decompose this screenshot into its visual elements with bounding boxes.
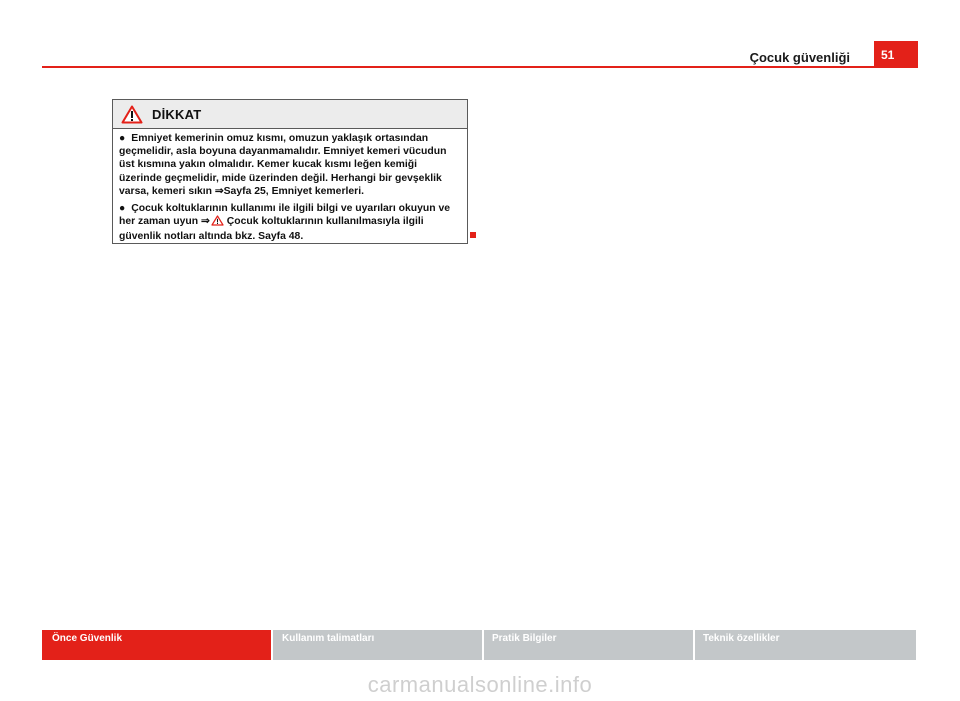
section-title: Çocuk güvenliği <box>749 50 850 65</box>
warning-paragraph-2 <box>119 202 461 244</box>
paragraph-1-text: Emniyet kemerinin omuz kısmı, omuzun yaklaşık ortasından geçmelidir, asla boyuna dayanmamalıdır. Emniyet kemeri vücudun üst kısmına yakın olmalıdır. Kemer kucak kısmı leğen kemiği üzerinde geçmelidir, mide üzerinden değil. Herhangi bir gevşeklik varsa, kemeri sıkın <box>119 133 447 197</box>
bullet-icon: ● <box>119 203 126 215</box>
page-reference-link[interactable]: Sayfa 25, Emniyet kemerleri. <box>223 185 364 197</box>
footer-tab-safety[interactable]: Önce Güvenlik <box>42 630 271 660</box>
watermark: carmanualsonline.info <box>367 672 593 697</box>
reference-arrow-icon: ⇒ <box>201 216 210 228</box>
warning-title: DİKKAT <box>152 106 202 122</box>
warning-body <box>113 129 467 244</box>
footer-nav <box>42 630 918 660</box>
inline-warning-icon[interactable] <box>211 215 224 230</box>
footer-tab-technical[interactable]: Teknik özellikler <box>695 630 916 660</box>
paragraph-2-reference[interactable]: Çocuk koltuklarının kullanılmasıyla ilgili güvenlik notları altında bkz. Sayfa 48. <box>119 216 424 243</box>
end-of-section-marker <box>470 232 476 238</box>
paragraph-2-text: Çocuk koltuklarının kullanımı ile ilgili bilgi ve uyarıları okuyun ve her zaman uyun <box>119 203 451 228</box>
reference-arrow-icon: ⇒ <box>214 185 224 197</box>
warning-paragraph-1 <box>119 132 461 198</box>
header-rule <box>42 66 918 68</box>
footer-tab-operation[interactable]: Kullanım talimatları <box>273 630 482 660</box>
bullet-icon: ● <box>119 133 126 144</box>
warning-triangle-icon <box>121 105 143 124</box>
page-number: 51 <box>874 41 918 66</box>
footer-tab-practical[interactable]: Pratik Bilgiler <box>484 630 693 660</box>
warning-box <box>112 99 468 244</box>
warning-header <box>113 100 467 129</box>
